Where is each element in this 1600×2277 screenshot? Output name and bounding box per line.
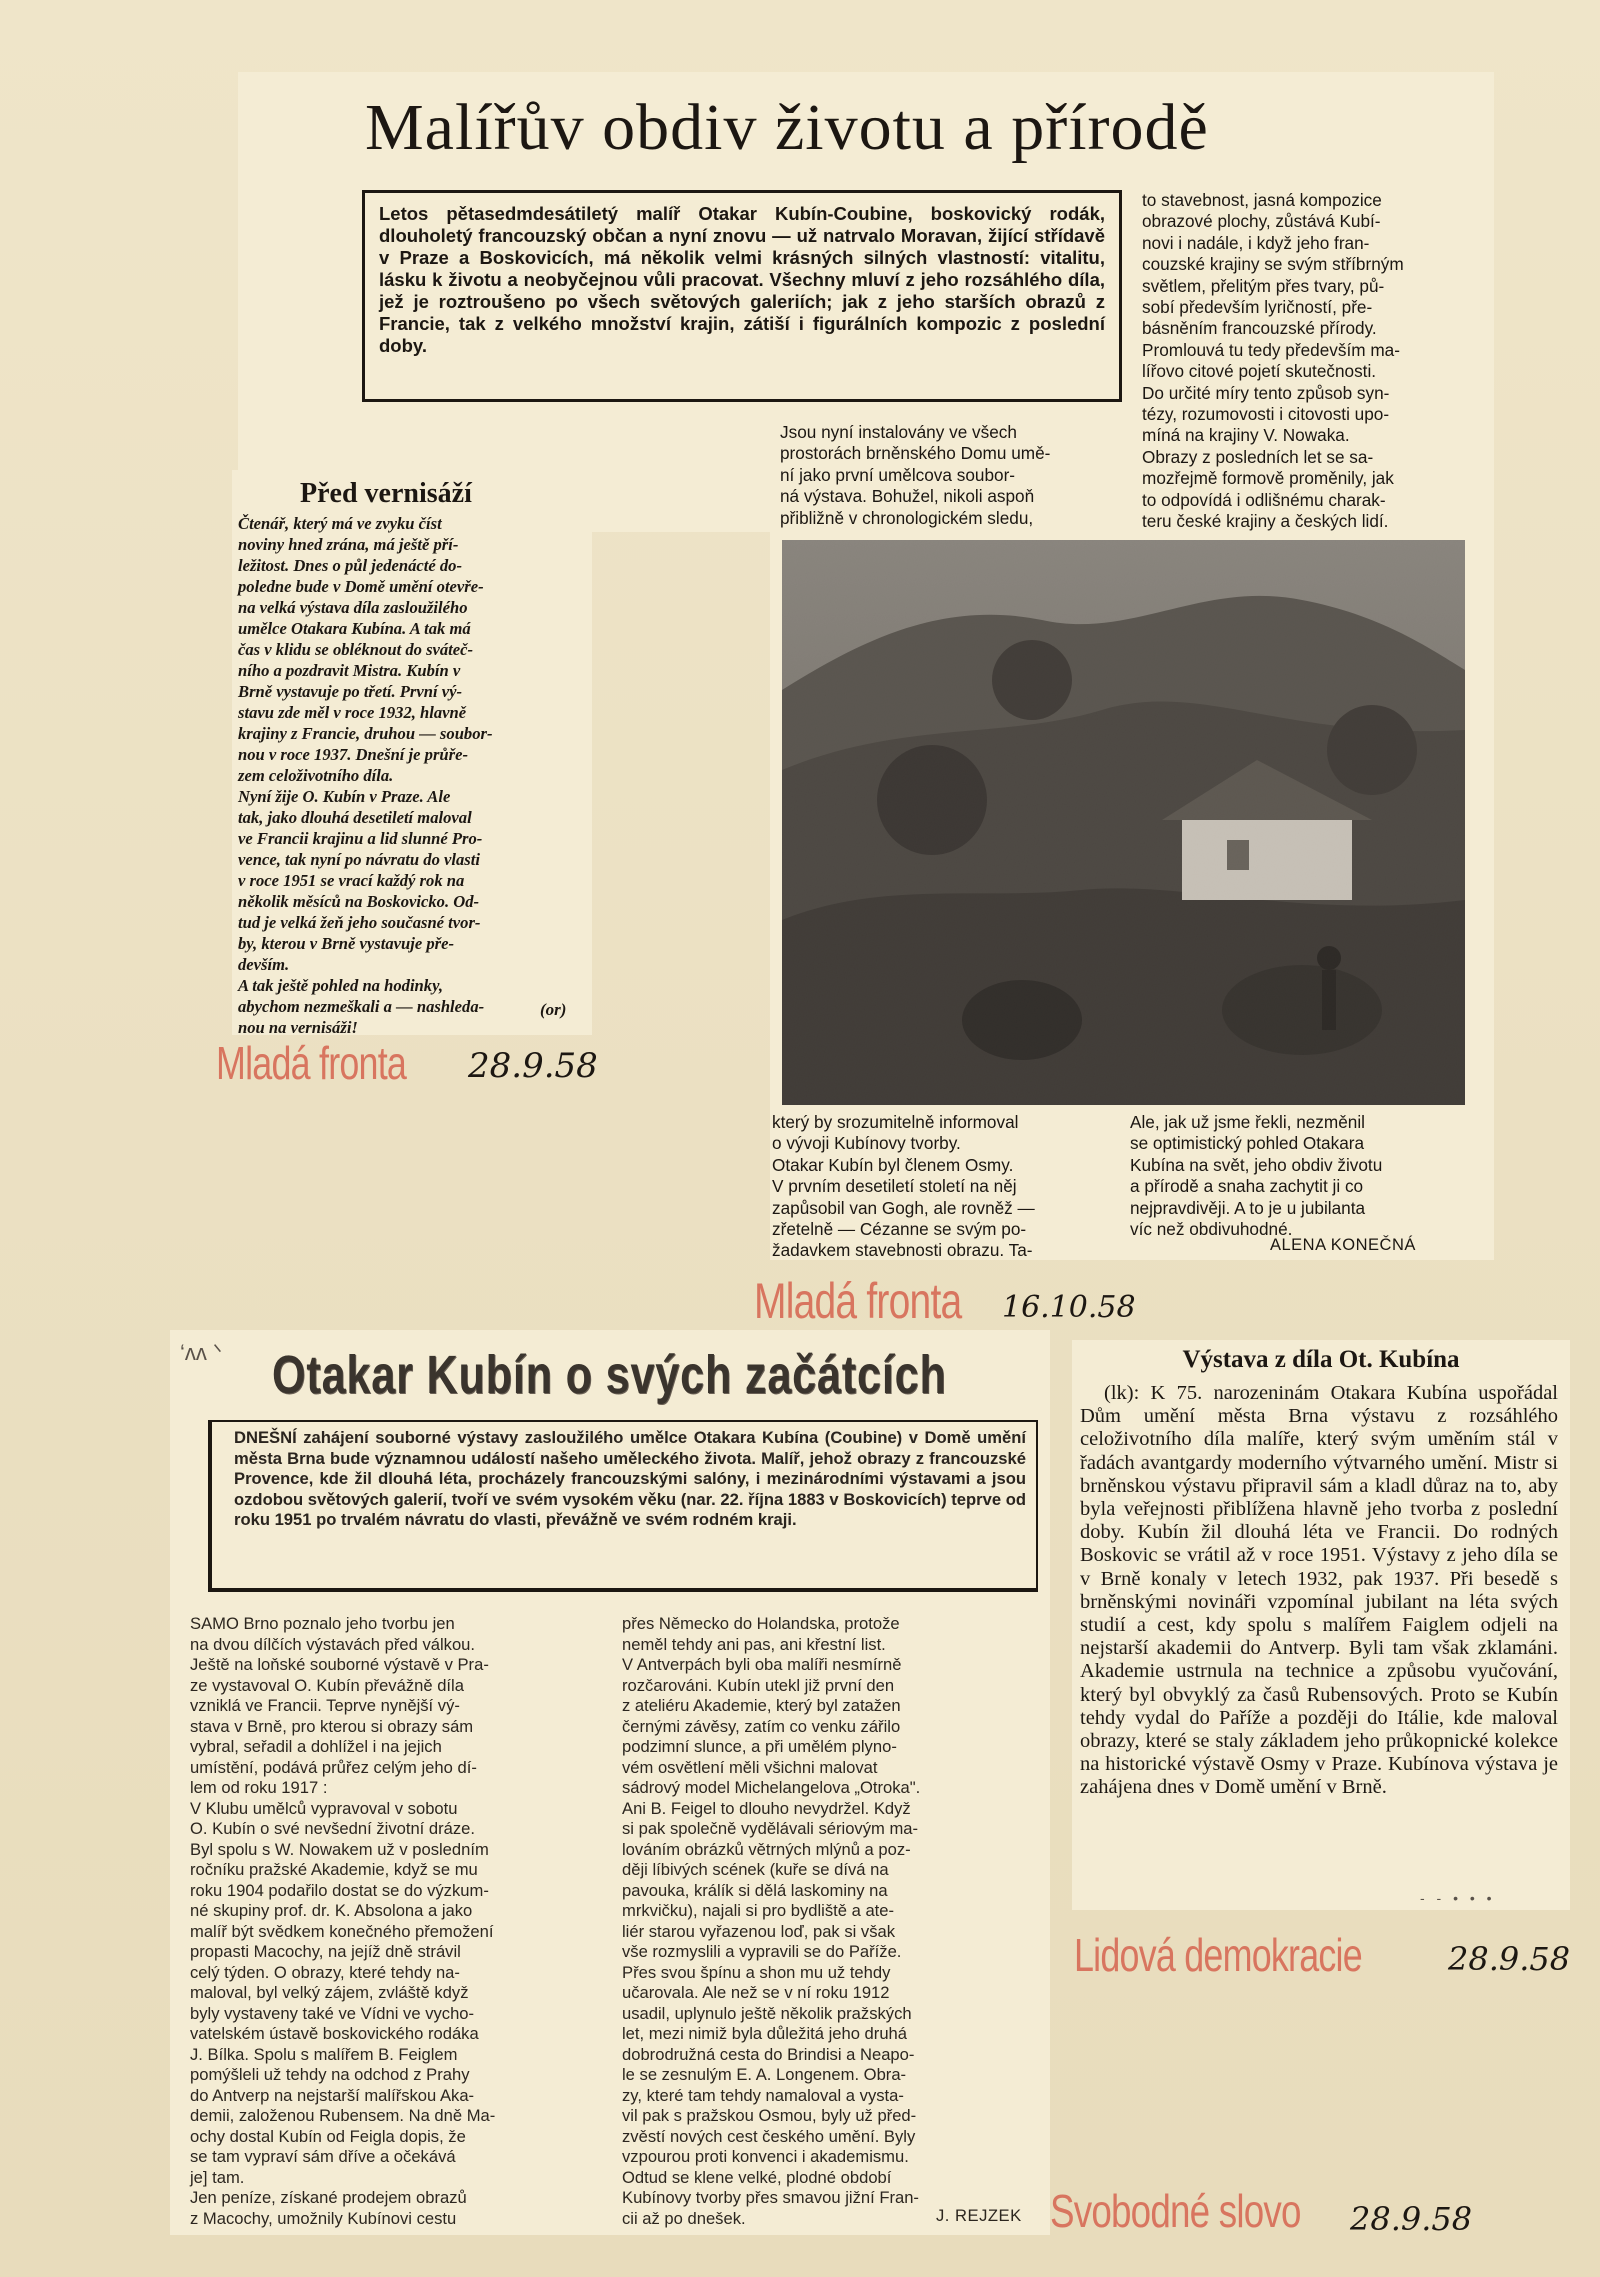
article1-headline: Malířův obdiv životu a přírodě: [365, 91, 1209, 164]
article2-lead: DNEŠNÍ zahájení souborné výstavy zasloužilého umělce Otakara Kubína (Coubine) v Domě umění města Brna bude významnou událostí našeho uměleckého života. Malíř, jehož obrazy z francouzské Provence, kde žil dlouhá léta, procházely francouzskými salóny, i mezinárodními výstavami a jsou ozdobou světových galerií, tvoří ve svém vysokém věku (nar. 22. října 1883 v Boskovicích) teprve od roku 1951 po trvalém návratu do vlasti, převážně ve svém rodném kraji.: [234, 1428, 1026, 1530]
vernisaz-signature: (or): [540, 1000, 567, 1019]
stamp-date-3: 28.9.58: [1448, 1940, 1571, 1978]
article1-col-bottom-left: který by srozumitelně informoval o vývoji Kubínovy tvorby. Otakar Kubín byl členem Osmy. V prvním desetiletí století na něj zapůsobil van Gogh, ale rovněž — zřetelně — Cézanne se svým po- žadavkem stavebnosti obrazu. Ta-: [772, 1112, 1035, 1261]
article2-author: J. REJZEK: [936, 2206, 1022, 2225]
article1-lead: Letos pětasedmdesátiletý malíř Otakar Kubín-Coubine, boskovický rodák, dlouholetý francouzský občan a nyní znovu — už natrvalo Moravan, žijící střídavě v Praze a Boskovicích, má několik velmi krásných silných vlastností: vitalitu, lásku k životu a neobyčejnou vůli pracovat. Všechny mluví z jeho rozsáhlého díla, jež je roztroušeno po všech světových galeriích; jak z jeho starších obrazů z Francie, tak z velkého množství krajin, zátiší i figurálních kompozic z poslední doby.: [379, 203, 1105, 356]
article2-col-right: přes Německo do Holandska, protože neměl tehdy ani pas, ani křestní list. V Antverpách byli oba malíři nesmírně rozčarováni. Kubín utekl již první den z ateliéru Akademie, který byl zatažen černými závěsy, zatím co venku zářilo podzimní slunce, a při umělém plyno- vém osvětlení měli všichni malovat sádrový model Michelangelova „Otroka". Ani B. Feigel to dlouho nevydržel. Když si pak společně vydělávali sériovým ma- lováním obrázků větrných mlýnů a poz- ději líbivých scének (kuře se dívá na pavouka, králík si dělá laskominy na mrkvičku), najali si pro bydliště a ate- liér starou vyřazenou loď, pak si však vše rozmyslili a vypravili se do Paříže. Přes svou špínu a shon mu už tehdy učarovala. Ale než se v ní roku 1912 usadil, uplynulo ještě několik pražských let, mezi nimiž byla důležitá jeho druhá dobrodružná cesta do Brindisi a Neapo- le se zesnulým E. A. Longenem. Obra- zy, které tam tehdy namaloval a vysta- vil pak s pražskou Osmou, byly už před- zvěstí nových cest českého umění. Byly vzpourou proti konvenci i akademismu. Odtud se klene velké, plodné období Kubínovy tvorby přes smavou jižní Fran- cii až po dnešek.: [622, 1614, 921, 2228]
article1-lead-box: [362, 190, 1122, 402]
stamp-mlada-fronta-2: Mladá fronta: [754, 1273, 962, 1329]
landscape-painting-image: [782, 540, 1465, 1105]
article2-col-left: SAMO Brno poznalo jeho tvorbu jen na dvou dílčích výstavách před válkou. Ještě na loňské souborné výstavě v Pra- ze vystavoval O. Kubín převážně díla vzniklá ve Francii. Teprve nynější vý- stava v Brně, pro kterou si obrazy sám vybral, seřadil a dohlížel i na jejich umístění, podává průřez celým jeho dí- lem od roku 1917 : V Klubu umělců vypravoval v sobotu O. Kubín o své nevšední životní dráze. Byl spolu s W. Nowakem už v posledním ročníku pražské Akademie, když se mu roku 1904 podařilo dostat se do výzkum- né skupiny prof. dr. K. Absolona a jako malíř být svědkem konečného přemožení propasti Macochy, na jejíž dně strávil celý týden. O obrazy, které tehdy na- maloval, byl velký zájem, zvláště když byly vystaveny také ve Vídni ve vycho- vatelském ústavě boskovického rodáka J. Bílka. Spolu s malířem B. Feiglem pomýšleli už tehdy na odchod z Prahy do Antverp na nejstarší malířskou Aka- demii, založenou Rubensem. Na dně Ma- ochy dostal Kubín od Feigla dopis, že se tam vypraví sám dříve a očekává je] tam. Jen peníze, získané prodejem obrazů z Macochy, umožnily Kubínovi cestu: [190, 1614, 496, 2228]
article3-title: Výstava z díla Ot. Kubína: [1182, 1346, 1460, 1373]
article3-end-mark: - - • • •: [1420, 1890, 1496, 1906]
vernisaz-body: Čtenář, který má ve zvyku číst noviny hned zrána, má ještě pří- ležitost. Dnes o půl jedenácté do- poledne bude v Domě umění otevře- na velká výstava díla zasloužilého umělce Otakara Kubína. A tak má čas v klidu se obléknout do sváteč- ního a pozdravit Mistra. Kubín v Brně vystavuje po třetí. První vý- stavu zde měl v roce 1932, hlavně krajiny z Francie, druhou — soubor- nou v roce 1937. Dnešní je průře- zem celoživotního díla. Nyní žije O. Kubín v Praze. Ale tak, jako dlouhá desetiletí maloval ve Francii krajinu a lid slunné Pro- vence, tak nyní po návratu do vlasti v roce 1951 se vrací každý rok na několik měsíců na Boskovicko. Od- tud je velká žeň jeho současné tvor- by, kterou v Brně vystavuje pře- devším. A tak ještě pohled na hodinky, abychom nezmeškali a — nashleda- nou na vernisáži!: [238, 514, 493, 1037]
stamp-date-4: 28.9.58: [1350, 2200, 1473, 2238]
article2-headline: Otakar Kubín o svých začátcích: [272, 1345, 947, 1405]
article2-mark: ‘ᴧᴧ ᐠ: [180, 1340, 223, 1365]
stamp-date-1: 28.9.58: [468, 1046, 598, 1086]
vernisaz-title: Před vernisáží: [300, 478, 472, 509]
article1-col-right: to stavebnost, jasná kompozice obrazové plochy, zůstává Kubí- novi i nadále, i když jeho fran- couzské krajiny se svým stříbrným světlem, přelitým přes tvary, pů- sobí především lyričností, pře- básněním francouzské přírody. Promlouvá tu tedy především ma- lířovo citové pojetí skutečnosti. Do určité míry tento způsob syn- tézy, rozumovosti i citovosti upo- míná na krajiny V. Nowaka. Obrazy z posledních let se sa- mozřejmě formově proměnily, jak to odpovídá i odlišnému charak- teru české krajiny a českých lidí.: [1142, 190, 1404, 532]
article1-col-mid: Jsou nyní instalovány ve všech prostorách brněnského Domu umě- ní jako první umělcova soubor- ná výstava. Bohužel, nikoli aspoň přibližně v chronologickém sledu,: [780, 422, 1051, 528]
article3-body: (lk): K 75. narozeninám Otakara Kubína uspořádal Dům umění města Brna výstavu z rozsáhlého celoživotního díla malíře, který svým uměním stál v řadách avantgardy moderního výtvarného umění. Mistr si brněnskou výstavu připravil sám a kladl důraz na to, aby byla veřejnosti přiblížena hlavně jeho tvorba z poslední doby. Kubín žil dlouhá léta ve Francii. Do rodných Boskovic se vrátil až v roce 1951. Výstavy z jeho díla se v Brně konaly v letech 1932, pak 1937. Při besedě s brněnskými novináři vzpomínal jubilant na léta svých studií a cest, kdy spolu s malířem Faiglem odjeli na nejstarší akademii do Antverp. Byli tam však zklamáni. Akademie ustrnula na technice a způsobu vyučování, který byl obvyklý za časů Rubensových. Proto se Kubín tehdy vydal do Paříže a později do Itálie, kde maloval obrazy, které se staly základem jeho průkopnické kolekce na historické výstavě Osmy v Praze. Kubínova výstava je zahájena dnes v Domě umění v Brně.: [1080, 1382, 1558, 1799]
stamp-date-2: 16.10.58: [1002, 1290, 1136, 1325]
article1-col-bottom-right: Ale, jak už jsme řekli, nezměnil se optimistický pohled Otakara Kubína na svět, jeho obdiv životu a přírodě a snaha zachytit ji co nejpravdivěji. A to je u jubilanta víc než obdivuhodné.: [1130, 1112, 1383, 1240]
article1-author: ALENA KONEČNÁ: [1270, 1236, 1416, 1254]
stamp-mlada-fronta-1: Mladá fronta: [216, 1037, 407, 1089]
stamp-lidova-demokracie: Lidová demokracie: [1074, 1929, 1362, 1981]
article2-lead-box: [208, 1420, 1038, 1592]
stamp-svobodne-slovo: Svobodné slovo: [1050, 2185, 1301, 2237]
painting-photo: [782, 540, 1465, 1105]
